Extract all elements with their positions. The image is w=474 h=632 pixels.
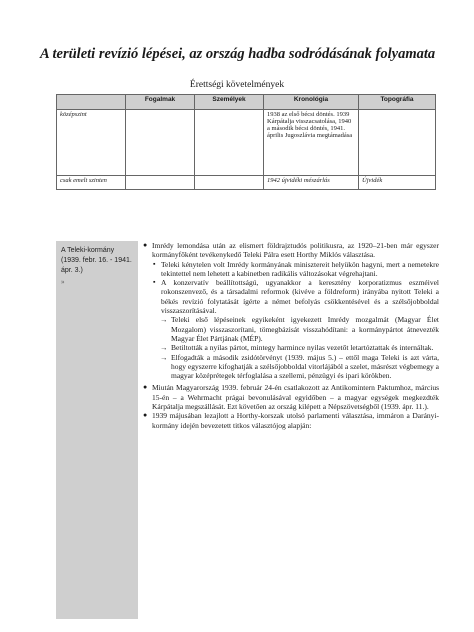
table-header-row (57, 95, 436, 110)
sub-bullet-paragraph: ▪ Teleki kénytelen volt Imrédy kormányának minisztereit helyükön hagyni, mert a nemetekre tekintettel nem lehetett a kabinetben radikális változásokat végrehajtani. (143, 260, 439, 279)
arrow-item: → Teleki első lépéseinek egyikeként igyekezett Imrédy mozgalmát (Magyar Élet Mozgalom) visszaszorítani, tömegbázisát visszahódítani: a kormánypártot átnevezték Magyar Élet Pártjának (MÉP). (143, 315, 439, 343)
table-header-empty (57, 95, 126, 110)
table-row (57, 176, 436, 190)
sub-bullet-paragraph: ▪ A konzervatív beállítottságú, ugyanakkor a keresztény korporatizmus eszméivel rokonszenvező, és a társadalmi reformok (kivéve a földreform) irányába nyitott Teleki a békés revízió folytatását ígérte a német befolyás csökkentésével és a szélsőjobboldal visszaszorításával. (143, 278, 439, 315)
table-cell-topografia (359, 110, 436, 176)
arrow-item: → Elfogadták a második zsidótörvényt (1939. május 5.) – ettől maga Teleki is azt várta, hogy egyszerre kifoghatják a szélsőjobboldal vitorlájából a szelet, másrészt végbemegy a magyar középrétegek térfoglalása a szellemi, pénzügyi és ipari körökben. (143, 353, 439, 381)
table-cell-fogalmak (126, 176, 195, 190)
arrow-item: → Betiltották a nyilas pártot, mintegy harmince nyilas vezetőt letartóztattak és internáltak. (143, 343, 439, 352)
table-cell-szemelyek (195, 110, 264, 176)
table-cell-fogalmak (126, 110, 195, 176)
bullet-paragraph: ● Miután Magyarország 1939. február 24-én csatlakozott az Antikomintern Paktumhoz, március 15-én – a Wehrmacht prágai bevonulásával egyidőben – a magyar egységek megkezdték Kárpátalja megszállását. Ezt követően az ország kilépett a Népszövetségből (1939. ápr. 11.). (143, 383, 439, 411)
table-row (57, 110, 436, 176)
table-cell-kronologia: 1942 újvidéki mészárlás (264, 176, 359, 190)
table-cell-level: középszint (57, 110, 126, 176)
table-header-fogalmak: Fogalmak (126, 95, 195, 110)
requirements-heading: Érettségi követelmények (189, 80, 285, 90)
page-title: A területi revízió lépései, az ország hadba sodródásának folyamata (40, 46, 436, 62)
bullet-paragraph: ● Imrédy lemondása után az elismert földrajztudós politikusra, az 1920–21-ben már egyszer kormányfőként tevékenykedő Teleki Pálra esett Horthy Miklós választása. (143, 241, 439, 260)
table-header-szemelyek: Személyek (195, 95, 264, 110)
table-cell-topografia: Újvidék (359, 176, 436, 190)
table-header-kronologia: Kronológia (264, 95, 359, 110)
sidebar (56, 241, 138, 619)
table-cell-kronologia: 1938 az első bécsi döntés. 1939 Kárpátalja visszacsatolása, 1940 a második bécsi döntés, 1941. április Jugoszlávia megtámadása (264, 110, 359, 176)
table-cell-szemelyek (195, 176, 264, 190)
table-cell-level: csak emelt szinten (57, 176, 126, 190)
table-header-topografia: Topográfia (359, 95, 436, 110)
requirements-table (56, 94, 436, 190)
bullet-paragraph: ● 1939 májusában lezajlott a Horthy-korszak utolsó parlamenti választása, immáron a Darányi-kormány idején bevezetett titkos választójog alapján: (143, 411, 439, 430)
sidebar-marker: » (61, 278, 65, 286)
sidebar-label: A Teleki-kormány (1939. febr. 16. - 1941. ápr. 3.) (61, 247, 132, 274)
main-content (143, 241, 439, 430)
